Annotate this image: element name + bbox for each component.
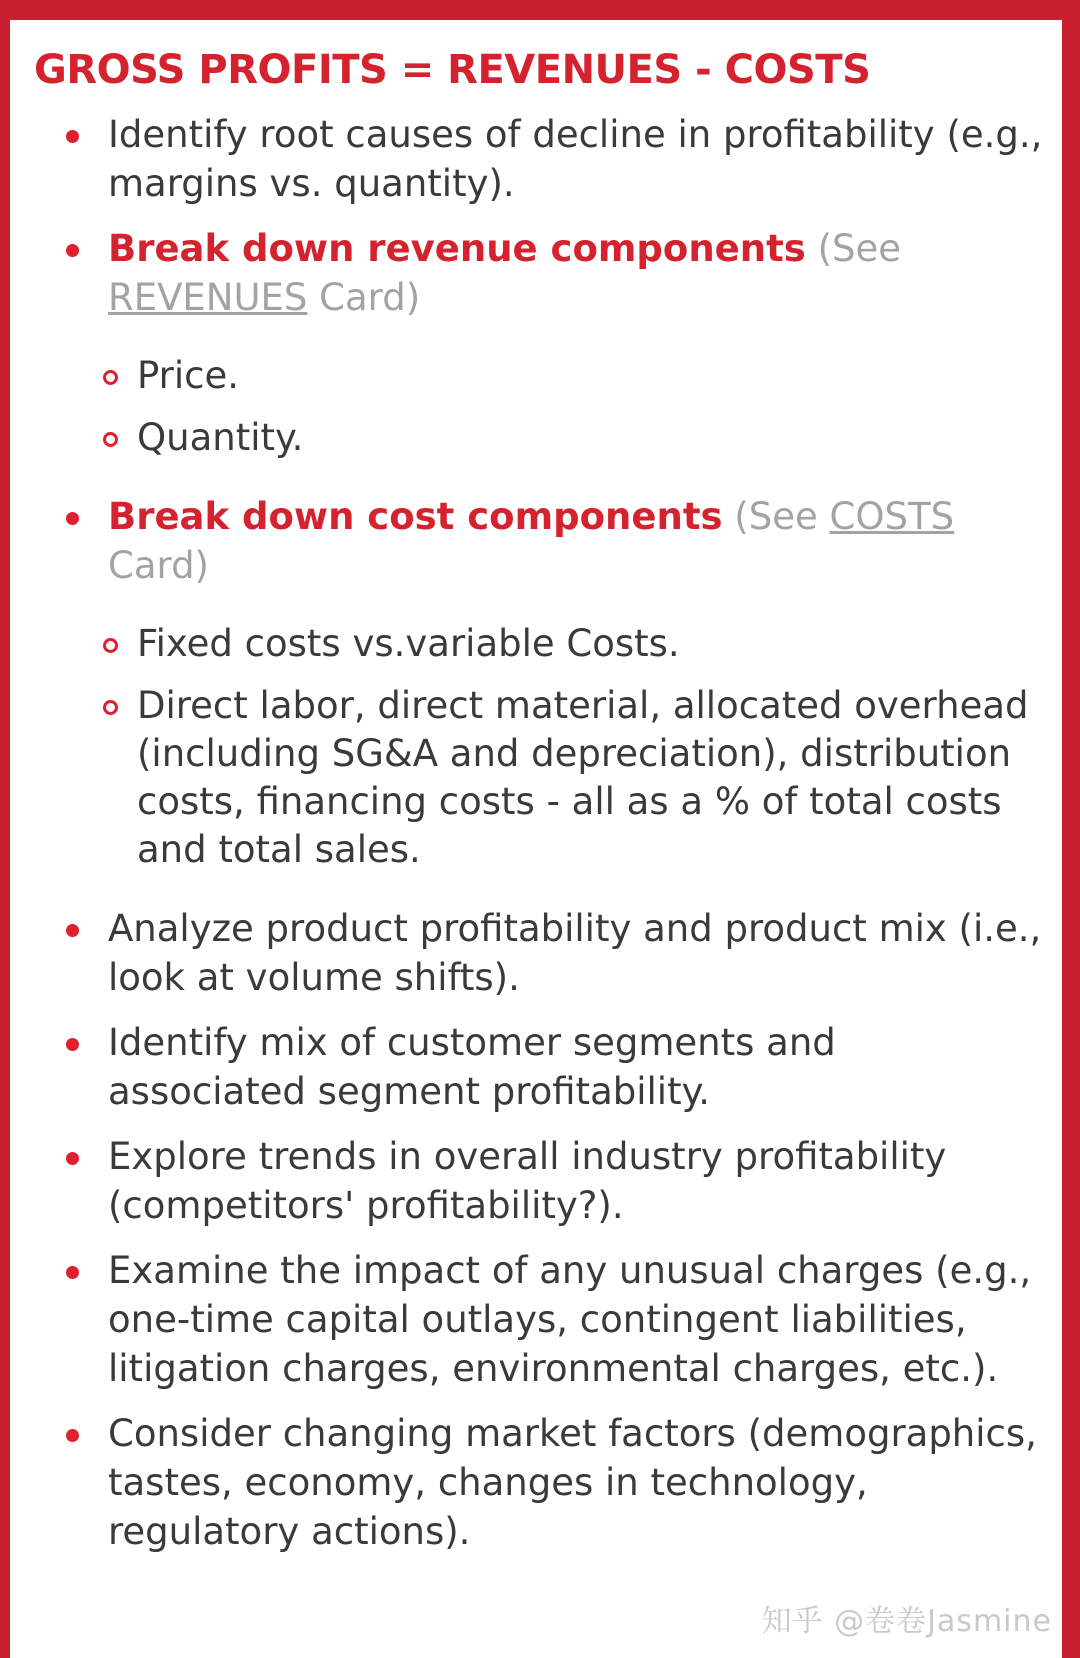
bullet-dot-icon [66,244,79,257]
bullet-list [34,110,1044,1556]
aside-open: (See [722,495,830,538]
list-item-cost-components [34,492,1044,874]
hollow-circle-icon [103,638,118,653]
list-item [34,1018,1044,1116]
aside-close: Card) [307,276,421,319]
bullet-dot-icon [66,1429,79,1442]
list-item-heading: Break down cost components [108,495,723,538]
list-item [34,1409,1044,1556]
list-item-text: Consider changing market factors (demographics, tastes, economy, changes in technology, regulatory actions). [108,1412,1037,1553]
sub-list-item [64,352,1044,400]
hollow-circle-icon [103,370,118,385]
list-item-heading: Break down revenue components [108,227,806,270]
bullet-dot-icon [66,1266,79,1279]
watermark: 知乎 @卷卷Jasmine [761,1604,1052,1639]
list-item-text: Examine the impact of any unusual charges (e.g., one-time capital outlays, contingent liabilities, litigation charges, environmental charges, etc.). [108,1249,1032,1390]
list-item-text: Identify root causes of decline in profitability (e.g., margins vs. quantity). [108,113,1043,205]
sub-list-item [64,620,1044,668]
card-title: GROSS PROFITS = REVENUES - COSTS [34,47,871,93]
list-item [34,110,1044,208]
list-item-text: Analyze product profitability and product mix (i.e., look at volume shifts). [108,907,1042,999]
list-item-text: Explore trends in overall industry profitability (competitors' profitability?). [108,1135,947,1227]
sub-list-item-text: Quantity. [137,416,304,459]
sub-list-item-text: Price. [137,354,240,397]
aside-close: Card) [108,544,209,587]
sub-list [64,620,1044,874]
bullet-dot-icon [66,512,79,525]
bullet-dot-icon [66,924,79,937]
revenues-card-link[interactable]: REVENUES [108,276,308,319]
list-item [34,1132,1044,1230]
sub-list-item [64,414,1044,462]
list-item [34,904,1044,1002]
sub-list [64,352,1044,462]
list-item [34,1246,1044,1393]
bullet-dot-icon [66,1152,79,1165]
hollow-circle-icon [103,432,118,447]
sub-list-item-text: Fixed costs vs.variable Costs. [137,622,680,665]
hollow-circle-icon [103,700,118,715]
list-item-text: Identify mix of customer segments and associated segment profitability. [108,1021,836,1113]
sub-list-item [64,682,1044,874]
costs-card-link[interactable]: COSTS [829,495,955,538]
card-content [34,44,1044,1658]
list-item-revenue-components [34,224,1044,462]
sub-list-item-text: Direct labor, direct material, allocated overhead (including SG&A and depreciation), distribution costs, financing costs - all as a % of total costs and total sales. [137,684,1029,871]
bullet-dot-icon [66,1038,79,1051]
bullet-dot-icon [66,130,79,143]
aside-open: (See [805,227,902,270]
